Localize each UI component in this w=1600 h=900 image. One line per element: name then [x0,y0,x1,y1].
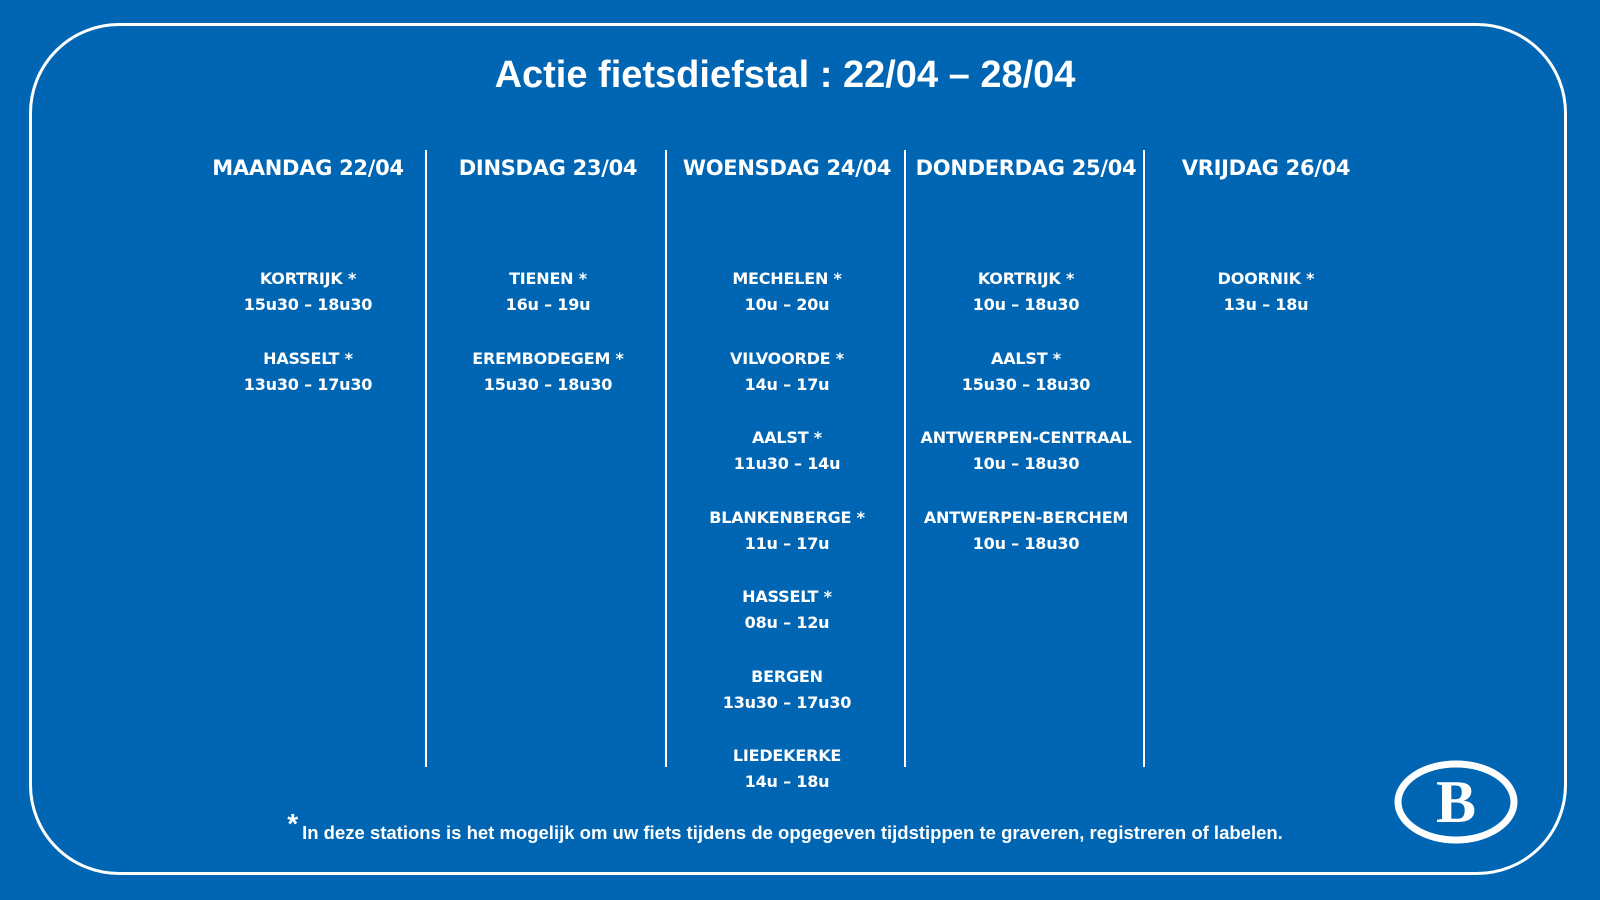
station-time: 13u – 18u [1223,295,1309,314]
station-name: KORTRIJK * [259,269,357,288]
day-column [1146,150,1386,346]
day-column [428,150,668,425]
column-divider [425,150,427,767]
day-header: WOENSDAG 24/04 [682,156,892,180]
station-name: DOORNIK * [1217,269,1315,288]
station-entry [906,266,1146,346]
station-time: 10u – 18u30 [972,533,1080,553]
station-name: ANTWERPEN-BERCHEM [923,507,1129,527]
station-name: EREMBODEGEM * [472,348,624,368]
station-entry [667,743,907,823]
station-entry [667,664,907,744]
station-entry [906,505,1146,585]
station-name: VILVOORDE * [730,348,844,368]
footnote [0,808,1570,848]
station-list [906,266,1146,584]
station-entry [188,266,428,346]
station-time: 14u – 18u [744,772,830,791]
station-entry [667,505,907,585]
station-time: 08u – 12u [744,613,830,632]
station-time: 11u – 17u [744,533,830,553]
column-divider [904,150,906,767]
station-name: BERGEN [751,666,823,686]
station-name: AALST * [991,348,1061,368]
station-entry [667,266,907,346]
station-name: BLANKENBERGE * [709,507,865,527]
day-header: DINSDAG 23/04 [458,156,638,180]
station-entry [1146,266,1386,346]
station-entry [428,266,668,346]
logo-letter: B [1435,769,1477,835]
station-time: 10u – 20u [744,295,830,314]
day-column [188,150,428,425]
station-entry [428,346,668,426]
station-time: 10u – 18u30 [972,295,1080,314]
footnote-text: In deze stations is het mogelijk om uw fiets tijdens de opgegeven tijdstippen te graveren, registreren of labelen. [302,822,1283,843]
station-name: HASSELT * [742,587,832,606]
day-header: VRIJDAG 26/04 [1181,156,1351,180]
station-time: 15u30 – 18u30 [243,295,373,314]
station-list [1146,266,1386,346]
column-divider [1143,150,1145,767]
station-time: 16u – 19u [505,295,591,314]
column-divider [665,150,667,767]
station-name: HASSELT * [263,348,353,368]
station-time: 14u – 17u [744,374,830,394]
station-name: KORTRIJK * [977,269,1075,288]
station-list [188,266,428,425]
station-entry [188,346,428,426]
day-header: MAANDAG 22/04 [212,156,404,180]
station-time: 15u30 – 18u30 [483,374,613,394]
station-time: 10u – 18u30 [972,454,1080,473]
station-entry [667,425,907,505]
station-entry [667,584,907,664]
station-name: ANTWERPEN-CENTRAAL [920,428,1132,447]
station-name: MECHELEN * [732,269,842,288]
station-entry [906,425,1146,505]
day-column [906,150,1146,584]
station-name: TIENEN * [509,269,587,288]
station-list [667,266,907,823]
station-time: 13u30 – 17u30 [722,692,852,712]
station-time: 15u30 – 18u30 [961,374,1091,394]
station-entry [667,346,907,426]
station-time: 11u30 – 14u [733,454,841,473]
station-list [428,266,668,425]
nmbs-b-logo-icon [1394,760,1518,844]
station-time: 13u30 – 17u30 [243,374,373,394]
station-entry [906,346,1146,426]
station-name: AALST * [752,428,822,447]
day-header: DONDERDAG 25/04 [915,156,1137,180]
footnote-symbol: * [287,808,299,839]
page-title: Actie fietsdiefstal : 22/04 – 28/04 [494,54,1076,96]
day-column [667,150,907,823]
station-name: LIEDEKERKE [732,746,842,765]
